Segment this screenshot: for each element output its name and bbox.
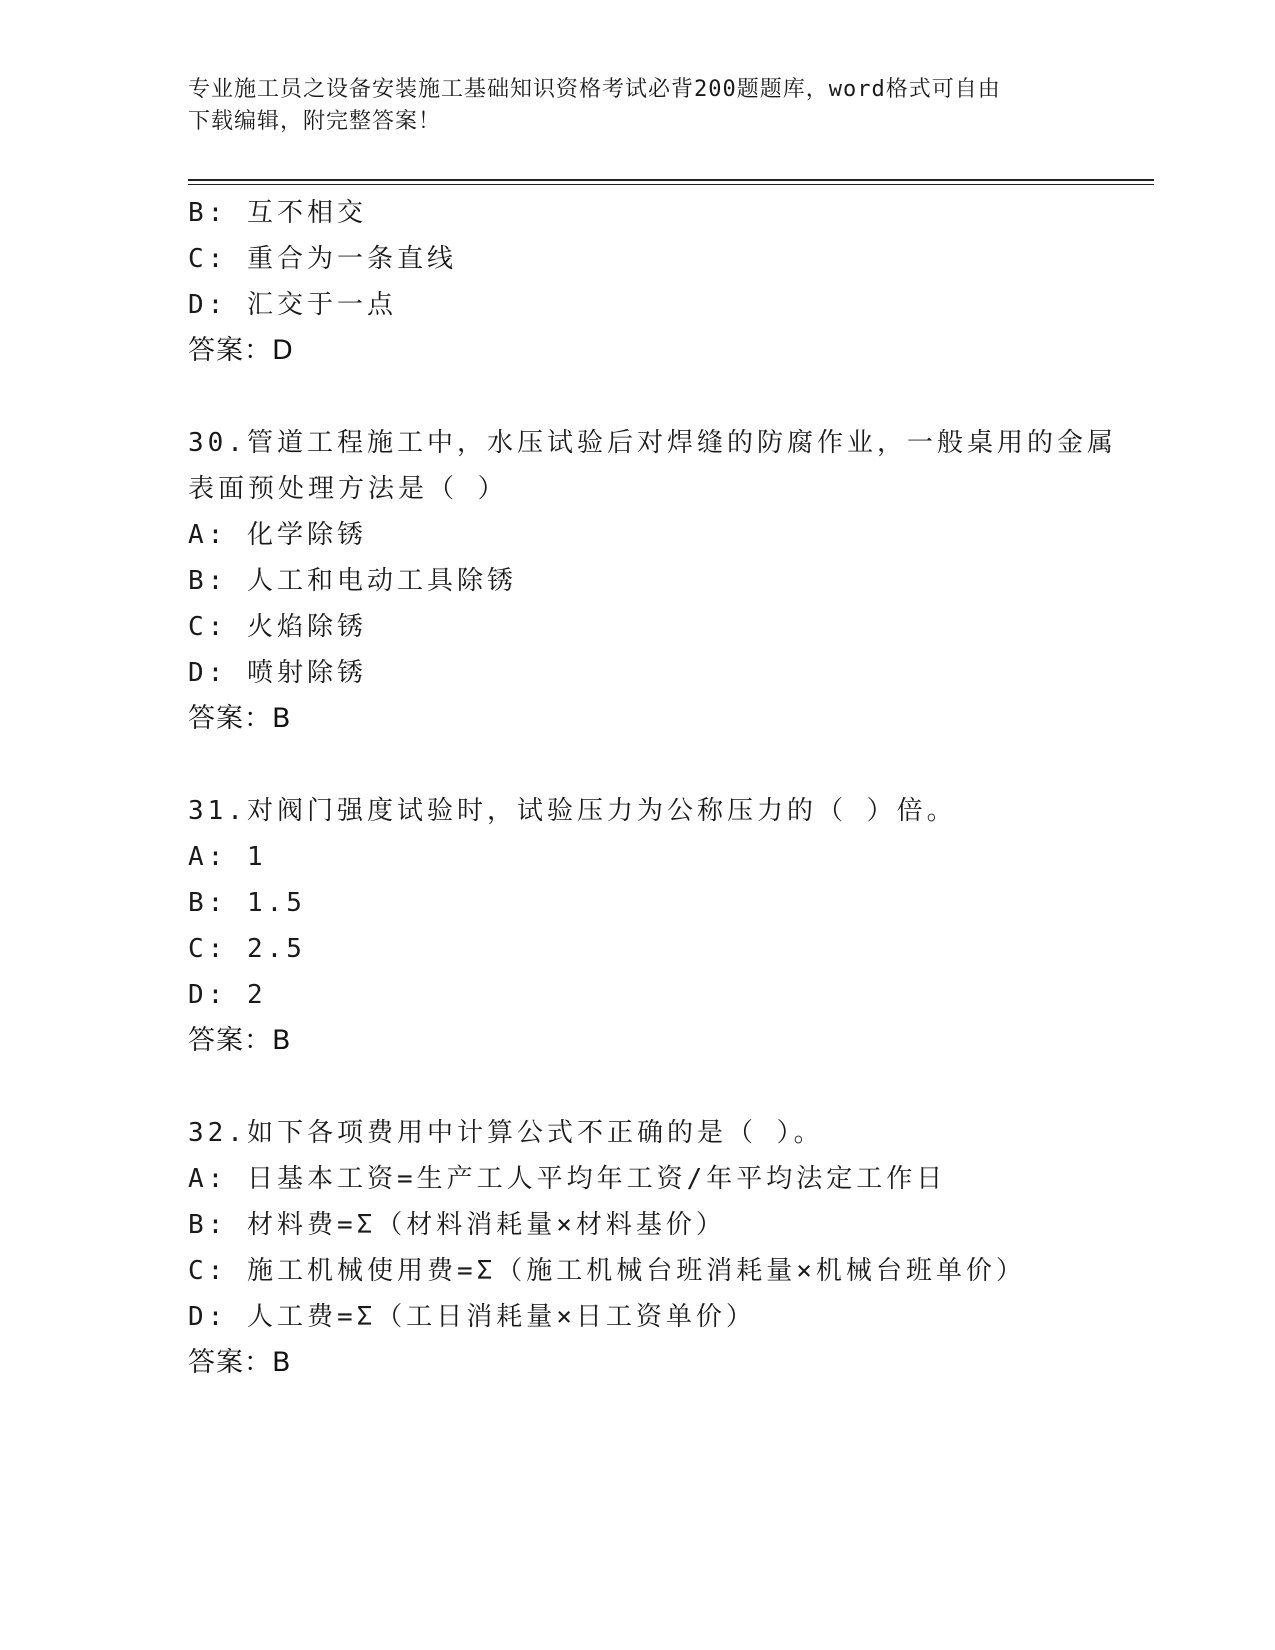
option-b: B: 材料费=Σ（材料消耗量×材料基价） — [188, 1210, 726, 1240]
option-a: A: 化学除锈 — [188, 520, 367, 550]
option-c: C: 2.5 — [188, 934, 306, 964]
option-d: D: 人工费=Σ（工日消耗量×日工资单价） — [188, 1302, 756, 1332]
option-b: B: 1.5 — [188, 888, 306, 918]
question-text-line-1: 32.如下各项费用中计算公式不正确的是（ ）。 — [188, 1118, 824, 1148]
option-d: D: 汇交于一点 — [188, 290, 397, 320]
answer-line: 答案：B — [188, 1025, 292, 1056]
question-text-line-2: 表面预处理方法是（ ） — [188, 474, 508, 504]
option-c: C: 重合为一条直线 — [188, 244, 457, 274]
option-a: A: 日基本工资=生产工人平均年工资/年平均法定工作日 — [188, 1164, 947, 1194]
document-header — [188, 74, 1088, 138]
header-line-1: 专业施工员之设备安装施工基础知识资格考试必背200题题库，word格式可自由 — [188, 77, 1001, 102]
header-divider-thin — [188, 184, 1154, 185]
question-29-continued — [188, 190, 1108, 374]
question-31 — [188, 788, 1108, 1064]
answer-line: 答案：B — [188, 1347, 292, 1378]
option-c: C: 火焰除锈 — [188, 612, 367, 642]
question-text-line-1: 30.管道工程施工中，水压试验后对焊缝的防腐作业，一般桌用的金属 — [188, 428, 1117, 458]
spacer — [188, 742, 1108, 788]
question-list — [188, 190, 1117, 1386]
question-30 — [188, 420, 1117, 742]
header-line-2: 下载编辑，附完整答案！ — [188, 109, 442, 134]
question-text-line-1: 31.对阀门强度试验时，试验压力为公称压力的（ ）倍。 — [188, 796, 957, 826]
answer-line: 答案：D — [188, 335, 294, 366]
option-a: A: 1 — [188, 842, 267, 872]
spacer — [188, 374, 1108, 420]
header-divider-thick — [188, 179, 1154, 181]
option-c: C: 施工机械使用费=Σ（施工机械台班消耗量×机械台班单价） — [188, 1256, 1026, 1286]
option-b: B: 互不相交 — [188, 198, 367, 228]
option-d: D: 喷射除锈 — [188, 658, 367, 688]
spacer — [188, 1064, 1108, 1110]
answer-line: 答案：B — [188, 703, 292, 734]
option-d: D: 2 — [188, 980, 267, 1010]
option-b: B: 人工和电动工具除锈 — [188, 566, 517, 596]
question-32 — [188, 1110, 1108, 1386]
